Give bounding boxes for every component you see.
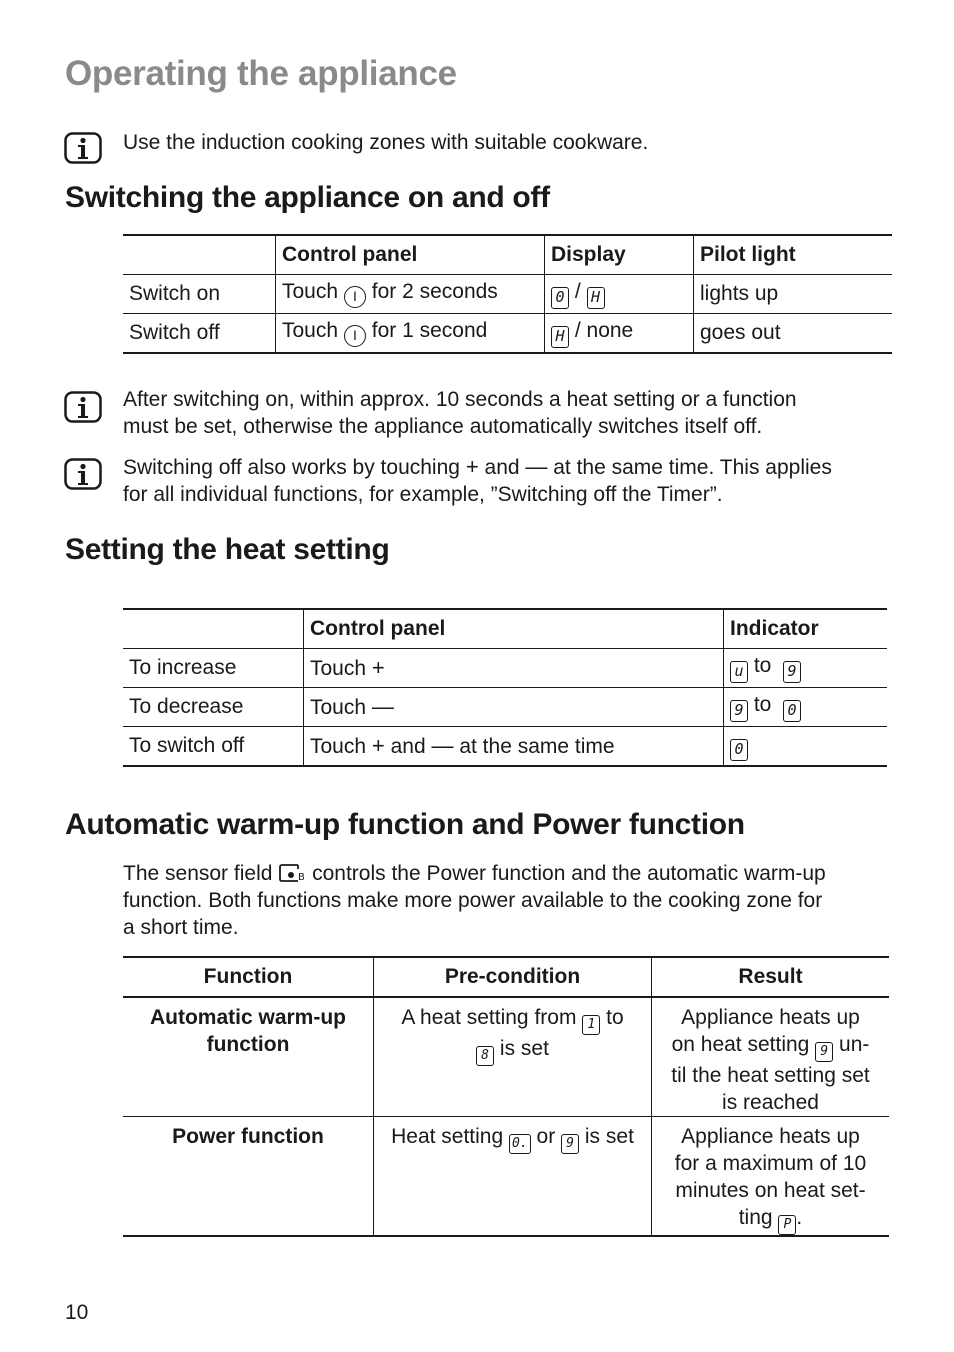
- note-text: Switching off also works by touching: [123, 456, 460, 479]
- table-row: [123, 649, 887, 688]
- page-number: 10: [65, 1301, 89, 1324]
- control-cell: [304, 649, 724, 688]
- info-icon: [64, 391, 102, 423]
- display-glyph: 9: [783, 661, 801, 683]
- function-cell: [123, 1117, 374, 1237]
- minus-icon: —: [431, 733, 454, 758]
- precondition-cell: [374, 997, 652, 1117]
- function-name: Automatic warm-up: [149, 1006, 346, 1029]
- table-header: Pre-condition: [374, 957, 652, 997]
- separator: /: [574, 279, 581, 303]
- display-glyph: 8: [476, 1046, 494, 1066]
- display-cell: [545, 314, 694, 354]
- info-icon: [64, 132, 102, 164]
- display-glyph: 9: [561, 1134, 579, 1154]
- touch-text: Touch: [282, 319, 339, 342]
- display-glyph: 1: [582, 1015, 600, 1035]
- pre-text: to: [606, 1006, 624, 1029]
- table-header: Display: [545, 235, 694, 275]
- intro-text: controls the Power function and the automatic warm-up: [312, 862, 826, 885]
- display-glyph: H: [587, 287, 605, 309]
- action-cell: To switch off: [123, 727, 304, 767]
- intro-text: a short time.: [123, 916, 239, 939]
- display-glyph: 0: [551, 287, 569, 309]
- pre-text: is set: [499, 1037, 549, 1060]
- action-cell: Switch off: [123, 314, 276, 354]
- table-row: [123, 688, 887, 727]
- section-heading-heat: Setting the heat setting: [65, 533, 390, 566]
- action-cell: To decrease: [123, 688, 304, 727]
- power-intro: [123, 860, 826, 941]
- control-cell: [276, 314, 545, 354]
- info-icon: [64, 458, 102, 490]
- control-cell: [304, 688, 724, 727]
- note-cookware: Use the induction cooking zones with suitable cookware.: [123, 131, 649, 154]
- svg-text:B: B: [298, 872, 306, 883]
- result-text: ting: [738, 1206, 773, 1229]
- display-glyph: 9: [730, 700, 748, 722]
- pre-text: A heat setting from: [401, 1006, 577, 1029]
- table-header-row: [123, 609, 887, 649]
- touch-rest: for 2 seconds: [371, 280, 498, 303]
- touch-rest: for 1 second: [371, 319, 488, 342]
- minus-icon: —: [371, 694, 394, 719]
- table-header-row: [123, 957, 889, 997]
- control-cell: [276, 275, 545, 314]
- note-line: After switching on, within approx. 10 seconds a heat setting or a function: [123, 388, 797, 411]
- result-text: on heat setting: [671, 1033, 810, 1056]
- display-glyph: P: [778, 1215, 796, 1235]
- plus-icon: +: [371, 733, 385, 758]
- pilot-cell: lights up: [694, 275, 893, 314]
- action-cell: Switch on: [123, 275, 276, 314]
- same-time-text: at the same time: [459, 735, 615, 758]
- function-cell: [123, 997, 374, 1117]
- note-text: at the same time. This applies: [553, 456, 832, 479]
- pilot-cell: goes out: [694, 314, 893, 354]
- pre-text: or: [536, 1125, 556, 1148]
- touch-text: Touch: [310, 696, 367, 719]
- intro-text: function. Both functions make more power available to the cooking zone for: [123, 889, 823, 912]
- plus-icon: +: [465, 454, 479, 479]
- table-row: [123, 314, 892, 354]
- table-row: [123, 997, 889, 1117]
- result-text: Appliance heats up: [681, 1125, 860, 1148]
- table-header: Control panel: [304, 609, 724, 649]
- table-row: [123, 1117, 889, 1237]
- result-text: .: [796, 1206, 803, 1229]
- plus-icon: +: [371, 655, 385, 680]
- display-cell: [545, 275, 694, 314]
- table-header: [123, 609, 304, 649]
- display-glyph: 0: [783, 700, 801, 722]
- display-glyph: H: [551, 326, 569, 348]
- page-title: Operating the appliance: [65, 54, 457, 93]
- table-header-row: [123, 235, 892, 275]
- result-text: minutes on heat set-: [675, 1179, 866, 1202]
- result-cell: [652, 997, 890, 1117]
- minus-icon: —: [525, 454, 548, 479]
- pre-text: Heat setting: [391, 1125, 504, 1148]
- display-glyph: 0: [730, 739, 748, 761]
- result-text: is reached: [722, 1091, 819, 1114]
- table-header: Indicator: [724, 609, 888, 649]
- display-glyph: 9: [815, 1042, 833, 1062]
- pre-text: is set: [584, 1125, 634, 1148]
- power-icon: I: [344, 325, 366, 347]
- table-header: Result: [652, 957, 890, 997]
- and-text: and: [390, 735, 426, 758]
- indicator-cell: [724, 688, 888, 727]
- touch-text: Touch: [310, 657, 367, 680]
- sensor-field-icon: [278, 862, 306, 884]
- result-cell: [652, 1117, 890, 1237]
- indicator-cell: [724, 727, 888, 767]
- table-header: Control panel: [276, 235, 545, 275]
- section-heading-onoff: Switching the appliance on and off: [65, 181, 550, 214]
- note-text: for all individual functions, for example, ”Switching off the Timer”.: [123, 483, 723, 506]
- touch-text: Touch: [282, 280, 339, 303]
- note-text: and: [484, 456, 520, 479]
- table-row: [123, 275, 892, 314]
- display-glyph: 0.: [509, 1134, 531, 1154]
- power-icon: I: [344, 286, 366, 308]
- indicator-cell: [724, 649, 888, 688]
- heat-table: [123, 608, 887, 767]
- table-header: Pilot light: [694, 235, 893, 275]
- result-text: for a maximum of 10: [674, 1152, 867, 1175]
- result-text: un-: [839, 1033, 870, 1056]
- result-text: til the heat setting set: [671, 1064, 870, 1087]
- display-rest: / none: [574, 318, 634, 342]
- table-header: [123, 235, 276, 275]
- to-text: to: [753, 692, 772, 716]
- intro-text: The sensor field: [123, 862, 273, 885]
- note-line: must be set, otherwise the appliance automatically switches itself off.: [123, 415, 763, 438]
- function-name: Power function: [172, 1125, 324, 1148]
- power-table: [123, 956, 889, 1237]
- table-row: [123, 727, 887, 767]
- precondition-cell: [374, 1117, 652, 1237]
- note-switch-off: [123, 453, 832, 508]
- table-header: Function: [123, 957, 374, 997]
- note-auto-off: [123, 386, 797, 440]
- result-text: Appliance heats up: [681, 1006, 860, 1029]
- touch-text: Touch: [310, 735, 367, 758]
- control-cell: [304, 727, 724, 767]
- section-heading-power: Automatic warm-up function and Power function: [65, 808, 745, 841]
- action-cell: To increase: [123, 649, 304, 688]
- function-name: function: [206, 1033, 290, 1056]
- display-glyph: u: [730, 661, 748, 683]
- switch-table: [123, 234, 892, 354]
- to-text: to: [753, 653, 772, 677]
